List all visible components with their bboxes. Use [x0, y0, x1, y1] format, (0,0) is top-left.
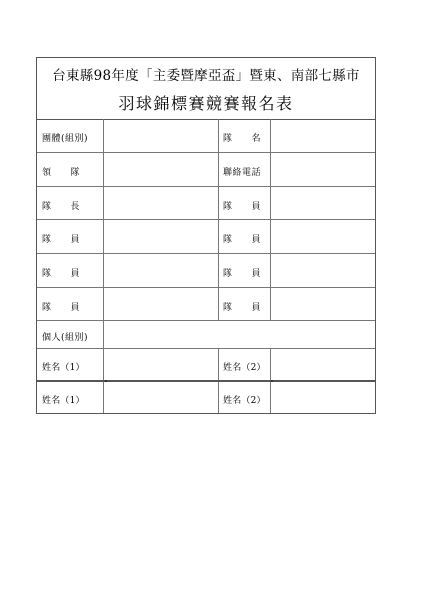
member-row: [37, 220, 375, 254]
team-group-label: 團體(組別): [42, 134, 89, 144]
phone-input[interactable]: [270, 153, 375, 186]
captain-row: [37, 187, 375, 220]
member-input[interactable]: [103, 254, 218, 287]
leader-label: 領 隊: [42, 168, 81, 178]
member-label-cell: [218, 288, 270, 320]
table-mark: [105, 380, 107, 382]
team-name-label: 隊 名: [223, 134, 262, 144]
leader-row: [37, 153, 375, 187]
individual-row: [37, 321, 375, 349]
name1-input[interactable]: [103, 382, 218, 413]
member-label: 隊 員: [223, 303, 262, 313]
member-input[interactable]: [270, 288, 375, 320]
team-name-label-cell: [218, 119, 270, 152]
name2-label: 姓名（2）: [223, 363, 266, 373]
member-input[interactable]: [270, 254, 375, 287]
leader-input[interactable]: [103, 153, 218, 186]
individual-group-label: 個人(組別): [42, 333, 89, 343]
member-label: 隊 員: [223, 269, 262, 279]
team-name-input[interactable]: [270, 119, 375, 152]
name2-label-cell: [218, 349, 270, 380]
form-subtitle: 羽球錦標賽競賽報名表: [118, 94, 294, 113]
name1-label: 姓名（1）: [42, 363, 85, 373]
member-row: [37, 254, 375, 288]
member-label-cell: [218, 254, 270, 287]
captain-label: 隊 長: [42, 202, 81, 212]
table-mark: [271, 380, 273, 382]
member-row: [37, 288, 375, 321]
member-input[interactable]: [103, 288, 218, 320]
name1-input[interactable]: [103, 349, 218, 380]
form-title: 台東縣98年度「主委暨摩亞盃」暨東、南部七縣市: [52, 68, 360, 84]
name2-label-cell: [218, 382, 270, 413]
member-label-cell: [218, 187, 270, 219]
member-label: 隊 員: [42, 269, 81, 279]
team-group-input[interactable]: [103, 119, 218, 152]
member-label: 隊 員: [223, 202, 262, 212]
name2-label: 姓名（2）: [223, 396, 266, 406]
member-input[interactable]: [270, 187, 375, 219]
member-input[interactable]: [270, 220, 375, 253]
team-row: [37, 119, 375, 153]
name2-input[interactable]: [270, 382, 375, 413]
name2-input[interactable]: [270, 349, 375, 380]
member-label-cell: [218, 220, 270, 253]
name1-label: 姓名（1）: [42, 396, 85, 406]
member-input[interactable]: [103, 220, 218, 253]
individual-group-input[interactable]: [103, 321, 375, 348]
registration-form: [36, 57, 376, 414]
member-label: 隊 員: [42, 235, 81, 245]
name-row: [37, 382, 375, 413]
captain-input[interactable]: [103, 187, 218, 219]
name-row: [37, 349, 375, 382]
member-label: 隊 員: [42, 303, 81, 313]
form-header: [37, 58, 375, 120]
phone-label: 聯絡電話: [223, 168, 262, 178]
phone-label-cell: [218, 153, 270, 186]
member-label: 隊 員: [223, 235, 262, 245]
